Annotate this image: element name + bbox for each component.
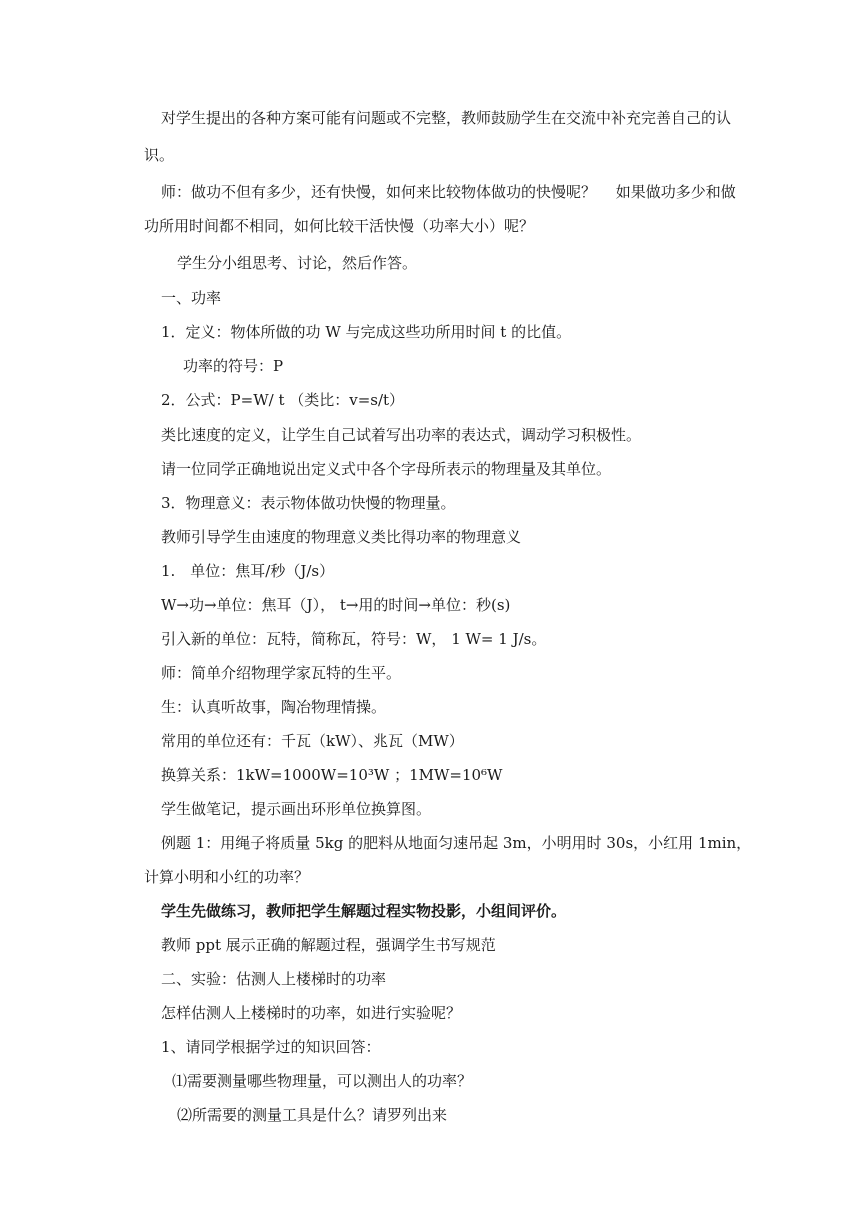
paragraph-line: ⑴需要测量哪些物理量，可以测出人的功率？ xyxy=(172,1072,473,1090)
paragraph-line: 类比速度的定义，让学生自己试着写出功率的表达式，调动学习积极性。 xyxy=(161,426,642,444)
paragraph-line: 1、请同学根据学过的知识回答： xyxy=(161,1038,381,1056)
paragraph-line: 换算关系：1kW=1000W=10³W ；1MW=10⁶W xyxy=(161,766,503,784)
paragraph-line: 师：简单介绍物理学家瓦特的生平。 xyxy=(161,664,402,682)
paragraph-line: 功所用时间都不相同，如何比较干活快慢（功率大小）呢？ xyxy=(144,217,535,235)
paragraph-line: 生：认真听故事，陶冶物理情操。 xyxy=(161,698,387,716)
paragraph-line: 请一位同学正确地说出定义式中各个字母所表示的物理量及其单位。 xyxy=(161,460,612,478)
paragraph-line: 学生做笔记，提示画出环形单位换算图。 xyxy=(161,800,432,818)
paragraph-line: 师：做功不但有多少，还有快慢，如何来比较物体做功的快慢呢？ 如果做功多少和做 xyxy=(161,183,736,201)
paragraph-line: 计算小明和小红的功率？ xyxy=(144,868,310,886)
paragraph-line: W→功→单位：焦耳（J）， t→用的时间→单位：秒(s) xyxy=(161,596,511,614)
section-heading: 二、实验：估测人上楼梯时的功率 xyxy=(161,970,387,988)
paragraph-line: 例题 1：用绳子将质量 5kg 的肥料从地面匀速吊起 3m，小明用时 30s，小红用 1min， xyxy=(161,834,752,852)
paragraph-line: 识。 xyxy=(144,146,175,164)
paragraph-line: 常用的单位还有：千瓦（kW）、兆瓦（MW） xyxy=(161,732,464,750)
paragraph-line: 学生分小组思考、讨论，然后作答。 xyxy=(177,254,418,272)
paragraph-line: 教师引导学生由速度的物理意义类比得功率的物理意义 xyxy=(161,528,522,546)
paragraph-line: 引入新的单位：瓦特，简称瓦，符号：W， 1 W= 1 J/s。 xyxy=(161,630,547,648)
paragraph-line: 2．公式：P=W/ t （类比：v=s/t） xyxy=(161,391,405,409)
paragraph-line: 教师 ppt 展示正确的解题过程，强调学生书写规范 xyxy=(161,936,496,954)
paragraph-line: ⑵所需要的测量工具是什么？请罗列出来 xyxy=(177,1106,448,1124)
paragraph-line: 怎样估测人上楼梯时的功率，如进行实验呢？ xyxy=(161,1004,462,1022)
paragraph-line: 1. 单位：焦耳/秒（J/s） xyxy=(161,562,335,580)
paragraph-line: 对学生提出的各种方案可能有问题或不完整，教师鼓励学生在交流中补充完善自己的认 xyxy=(161,109,732,127)
paragraph-line-bold: 学生先做练习，教师把学生解题过程实物投影，小组间评价。 xyxy=(161,902,567,920)
section-heading: 一、功率 xyxy=(161,289,222,307)
paragraph-line: 1．定义：物体所做的功 W 与完成这些功所用时间 t 的比值。 xyxy=(161,323,572,341)
paragraph-line: 3．物理意义：表示物体做功快慢的物理量。 xyxy=(161,494,456,512)
paragraph-line: 功率的符号：P xyxy=(183,357,284,375)
